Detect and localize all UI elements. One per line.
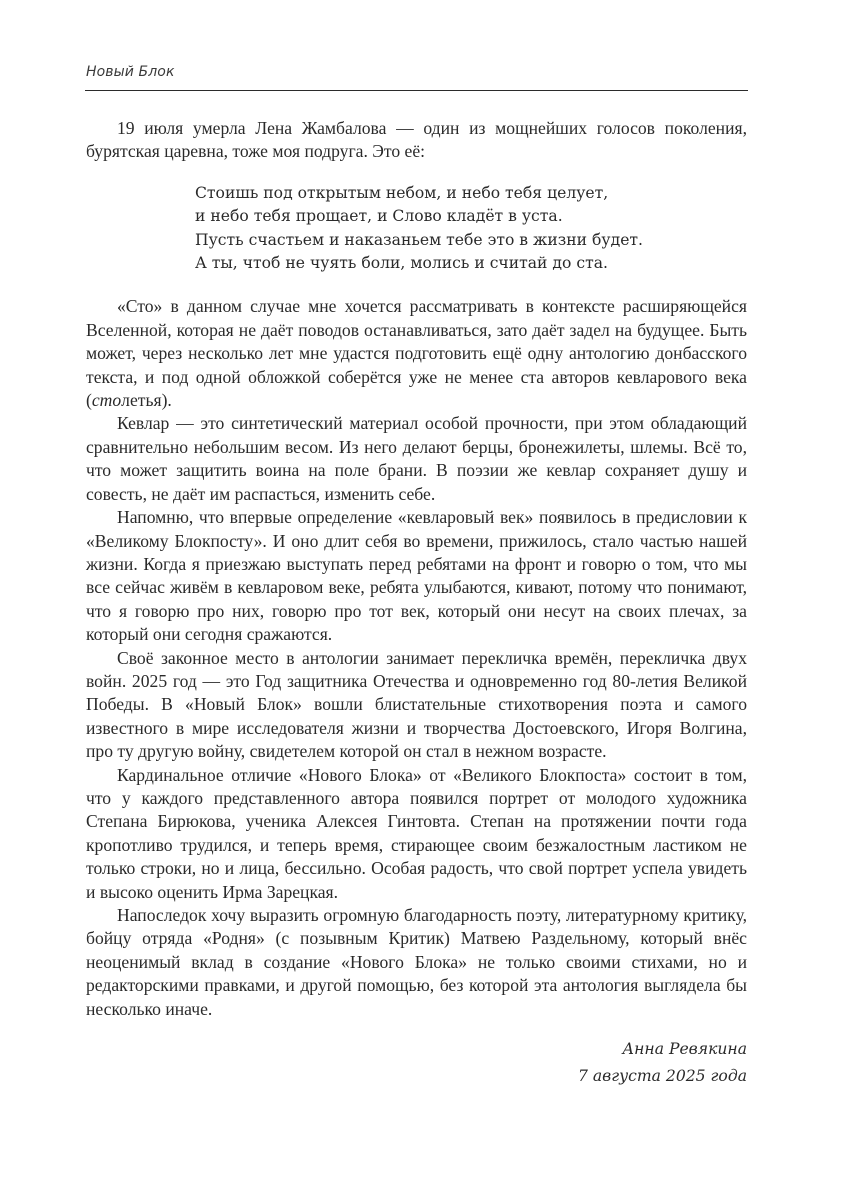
poem-line: Стоишь под открытым небом, и небо тебя целует, (195, 183, 609, 202)
poem-line: Пусть счастьем и наказаньем тебе это в жизни будет. (195, 230, 644, 249)
signature-date: 7 августа 2025 года (577, 1067, 747, 1085)
paragraph-sto: «Сто» в данном случае мне хочется рассматривать в контексте расширяющейся Вселенной, которая не даёт поводов останавливаться, зато даёт задел на будущее. Быть может, через несколько лет мне удастся подготовить ещё одну антологию донбасского текста, и под одной обложкой соберётся уже не менее ста авторов кевларового века (столетья). (86, 296, 747, 411)
paragraph-remind: Напомню, что впервые определение «кевларовый век» появилось в предисловии к «Великому Блокпосту». И оно длит себя во времени, прижилось, стало частью нашей жизни. Когда я приезжаю выступать перед ребятами на фронт и говорю о том, что мы все сейчас живём в кевларовом веке, ребята улыбаются, кивают, потому что понимают, что я говорю про них, говорю про тот век, который они несут на своих плечах, за который они сегодня сражаются. (86, 507, 747, 645)
running-head-title: Новый Блок (86, 64, 175, 80)
paragraph-kevlar: Кевлар — это синтетический материал особой прочности, при этом обладающий сравнительно небольшим весом. Из него делают берцы, бронежилеты, шлемы. Всё то, что может защитить воина на поле брани. В поэзии же кевлар сохраняет душу и совесть, не даёт им распасться, изменить себе. (86, 413, 747, 504)
poem-quote (195, 182, 747, 276)
poem-line: А ты, чтоб не чуять боли, молись и считай до ста. (195, 254, 608, 273)
paragraph-gratitude: Напоследок хочу выразить огромную благодарность поэту, литературному критику, бойцу отряда «Родня» (с позывным Критик) Матвею Раздельному, который внёс неоценимый вклад в создание «Нового Блока» не только своими стихами, но и редакторскими правками, и другой помощью, без которой эта антология выглядела бы несколько иначе. (86, 905, 747, 1019)
poem-line: и небо тебя прощает, и Слово кладёт в уста. (195, 207, 563, 226)
author-name: Анна Ревякина (622, 1040, 747, 1058)
header-rule (85, 90, 748, 91)
paragraph-portraits: Кардинальное отличие «Нового Блока» от «Великого Блокпоста» состоит в том, что у каждого представленного автора появился портрет от молодого художника Степана Бирюкова, ученика Алексея Гинтовта. Степан на протяжении почти года кропотливо трудился, и теперь время, стирающее своим безжалостным ластиком не только строки, но и лица, бессильно. Особая радость, что свой портрет успела увидеть и высоко оценить Ирма Зарецкая. (86, 764, 747, 902)
signature-block (578, 1036, 747, 1090)
italic-emphasis: сто (91, 390, 122, 411)
paragraph-intro: 19 июля умерла Лена Жамбалова — один из мощнейших голосов поколения, бурятская царевна, тоже моя подруга. Это её: (86, 118, 747, 162)
paragraph-two-wars: Своё законное место в антологии занимает перекличка времён, перекличка двух войн. 2025 год — это Год защитника Отечества и одновременно год 80-летия Великой Победы. В «Новый Блок» вошли блистательные стихотворения поэта и самого известного в мире исследователя жизни и творчества Достоевского, Игоря Волгина, про ту другую войну, свидетелем которой он стал в нежном возрасте. (86, 647, 747, 762)
body-text (86, 117, 747, 1021)
